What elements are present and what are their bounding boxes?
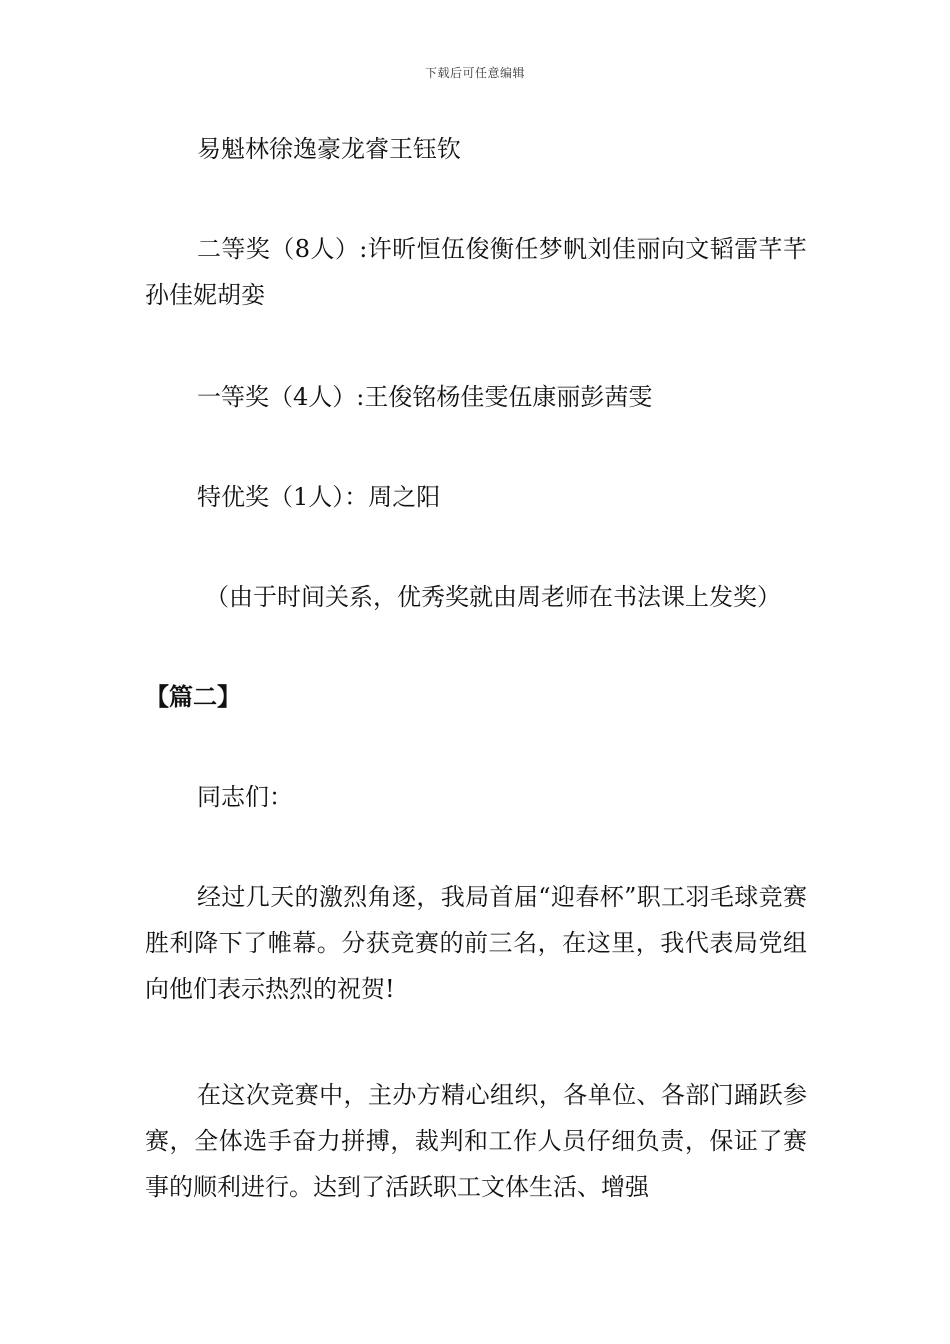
header-note: 下载后可任意编辑 <box>424 66 525 80</box>
paragraph-first-prize: 一等奖（4人）:王俊铭杨佳雯伍康丽彭茜雯 <box>197 383 653 411</box>
paragraph-second-prize: 二等奖（8人）:许昕恒伍俊衡任梦帆刘佳丽向文韬雷芊芊孙佳妮胡娈 <box>145 235 807 309</box>
paragraph-time-note: （由于时间关系，优秀奖就由周老师在书法课上发奖） <box>205 583 781 611</box>
section-heading: 【篇二】 <box>145 682 241 711</box>
paragraph-winners-list: 易魁林徐逸豪龙睿王钰钦 <box>197 135 461 163</box>
paragraph-greeting: 同志们： <box>197 783 293 811</box>
paragraph-special-prize: 特优奖（1人）：周之阳 <box>197 483 441 511</box>
paragraph-organization: 在这次竞赛中，主办方精心组织，各单位、各部门踊跃参赛，全体选手奋力拼搏，裁判和工作人员仔细负责，保证了赛事的顺利进行。达到了活跃职工文体生活、增强 <box>145 1081 807 1201</box>
paragraph-competition-summary: 经过几天的激烈角逐，我局首届“迎春杯”职工羽毛球竞赛胜利降下了帷幕。分获竞赛的前三名，在这里，我代表局党组向他们表示热烈的祝贺! <box>145 883 807 1003</box>
